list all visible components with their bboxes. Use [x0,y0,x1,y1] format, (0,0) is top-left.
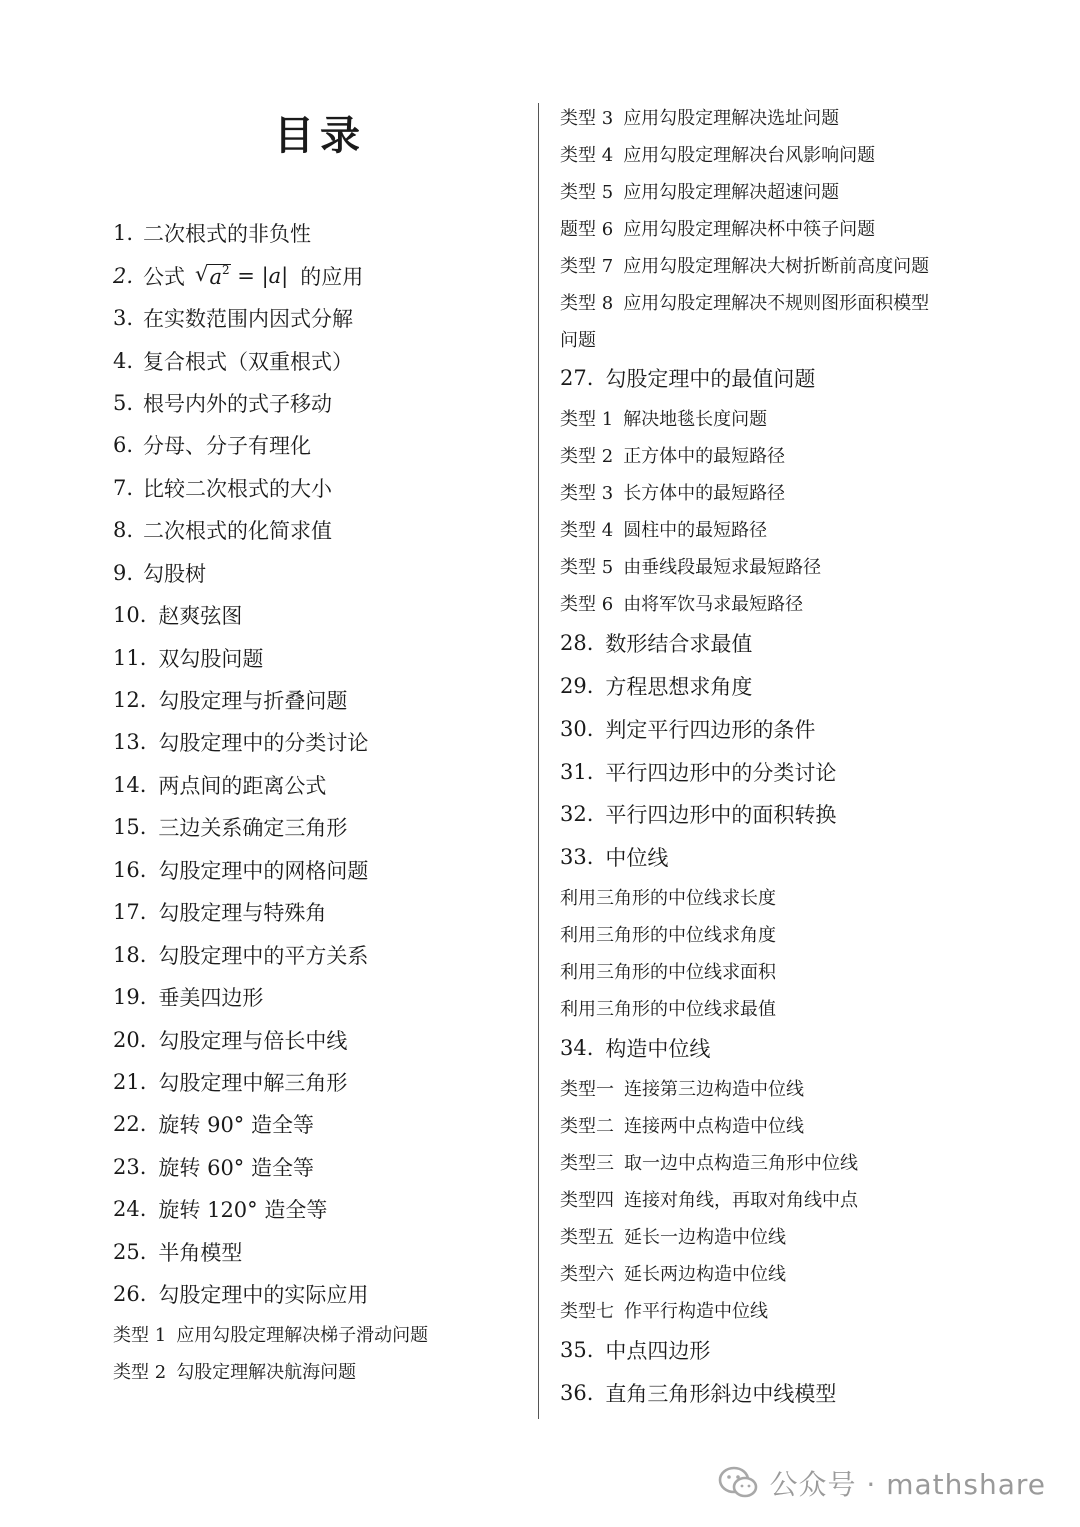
entry-number: 12. [113,688,147,713]
entry-text: 勾股定理中的网格问题 [158,858,369,883]
entry-number: 题型 6 [560,218,614,240]
toc-entry [560,707,1000,750]
entry-text: 长方体中的最短路径 [623,483,786,505]
entry-number: 10. [113,603,147,628]
toc-entry [113,297,533,339]
entry-text: 双勾股问题 [158,646,264,671]
entry-number: 25. [113,1239,147,1264]
toc-subentry [560,98,1000,135]
entry-number: 36. [560,1380,594,1405]
entry-number: 34. [560,1035,594,1060]
entry-text: 数形结合求最值 [605,632,753,657]
entry-text: 旋转 90° 造全等 [158,1113,314,1138]
entry-text: 垂美四边形 [158,986,264,1011]
entry-number: 18. [113,942,147,967]
toc-entry [113,254,533,296]
toc-entry [113,679,533,721]
entry-number: 22. [113,1112,147,1137]
entry-text: 旋转 60° 造全等 [158,1155,314,1180]
toc-entry [560,622,1000,665]
entry-text-suffix: 的应用 [300,264,364,289]
entry-text: 由垂线段最短求最短路径 [623,557,822,579]
entry-text: 勾股定理与倍长中线 [158,1028,348,1053]
toc-subentry [113,1352,533,1389]
entry-text: 二次根式的化简求值 [143,519,333,544]
entry-number: 15. [113,815,147,840]
toc-subentry [560,283,1000,320]
toc-entry [113,806,533,848]
entry-number: 类型一 [560,1078,614,1100]
toc-entry [560,665,1000,708]
toc-entry [113,1231,533,1273]
entry-number: 11. [113,645,147,670]
entry-number: 1. [113,221,134,246]
entry-text: 勾股定理中的最值问题 [605,367,816,392]
toc-subentry [560,246,1000,283]
entry-text: 平行四边形中的面积转换 [605,803,837,828]
entry-number: 27. [560,366,594,391]
toc-entry [113,382,533,424]
entry-text: 在实数范围内因式分解 [143,307,354,332]
toc-subentry [560,548,1000,585]
page-title: 目录 [274,113,366,159]
watermark-text: 公众号 · mathshare [769,1468,1046,1501]
toc-entry [560,1371,1000,1414]
toc-entry [113,424,533,466]
entry-text: 问题 [560,329,596,351]
entry-text: 根号内外的式子移动 [143,391,333,416]
radicand [208,264,230,289]
entry-text: 直角三角形斜边中线模型 [605,1381,837,1406]
entry-number: 24. [113,1197,147,1222]
entry-number: 类型 4 [560,144,614,166]
entry-number: 3. [113,306,134,331]
toc-subentry [560,1143,1000,1180]
entry-number: 5. [113,390,134,415]
entry-number: 类型六 [560,1263,614,1285]
entry-text: 连接两中点构造中位线 [624,1115,804,1137]
watermark [718,1463,1046,1503]
toc-entry [113,467,533,509]
toc-entry [560,750,1000,793]
toc-entry [113,594,533,636]
wechat-icon [718,1465,760,1501]
entry-text: 三边关系确定三角形 [158,816,348,841]
radicand-exponent: 2 [221,263,230,278]
entry-number: 30. [560,716,594,741]
entry-number: 4. [113,348,134,373]
toc-subentry [560,209,1000,246]
toc-entry [113,1273,533,1315]
toc-entry [113,636,533,678]
toc-subentry [560,1180,1000,1217]
entry-text: 旋转 120° 造全等 [158,1198,328,1223]
entry-number: 17. [113,900,147,925]
toc-entry [113,1018,533,1060]
entry-text: 应用勾股定理解决大树折断前高度问题 [623,255,930,277]
sqrt-expression [195,262,231,289]
toc-subentry [560,990,1000,1027]
entry-text: 半角模型 [158,1240,243,1265]
toc-entry [113,1146,533,1188]
toc-entry [113,849,533,891]
entry-text: 两点间的距离公式 [158,773,327,798]
entry-number: 类型七 [560,1300,614,1322]
toc-subentry [560,585,1000,622]
entry-text: 利用三角形的中位线求面积 [560,962,776,984]
entry-number: 类型四 [560,1189,614,1211]
toc-entry [560,1027,1000,1070]
toc-subentry [560,953,1000,990]
entry-number: 类型 3 [560,483,614,505]
entry-text: 利用三角形的中位线求最值 [560,999,776,1021]
toc-subentry [560,172,1000,209]
entry-number: 33. [560,845,594,870]
toc-entry [113,212,533,254]
entry-number: 31. [560,759,594,784]
toc-entry [113,764,533,806]
entry-number: 类型 7 [560,255,614,277]
entry-number: 类型 4 [560,520,614,542]
toc-entry [113,721,533,763]
entry-text: 解决地毯长度问题 [623,409,768,431]
entry-number: 类型 3 [560,107,614,129]
entry-text: 勾股定理中的平方关系 [158,943,369,968]
entry-number: 类型 1 [113,1324,167,1346]
entry-text: 利用三角形的中位线求角度 [560,925,776,947]
entry-number: 类型 2 [113,1361,167,1383]
equals-sign: = [230,263,262,288]
entry-number: 29. [560,673,594,698]
entry-number: 类型 2 [560,446,614,468]
entry-number: 类型五 [560,1226,614,1248]
toc-subentry [560,1217,1000,1254]
entry-number: 类型二 [560,1115,614,1137]
entry-number: 16. [113,857,147,882]
entry-number: 类型三 [560,1152,614,1174]
entry-number: 类型 6 [560,594,614,616]
formula-rhs: |a| [261,263,289,288]
toc-entry [113,339,533,381]
toc-subentry [560,511,1000,548]
entry-number: 13. [113,730,147,755]
toc-subentry [560,1106,1000,1143]
entry-text: 连接对角线，再取对角线中点 [624,1189,858,1211]
entry-text: 勾股树 [143,561,207,586]
entry-text: 赵爽弦图 [158,604,243,629]
entry-text: 作平行构造中位线 [624,1300,768,1322]
toc-subentry [560,437,1000,474]
entry-text: 勾股定理与特殊角 [158,901,327,926]
entry-number: 21. [113,1069,147,1094]
toc-subentry [560,916,1000,953]
entry-number: 26. [113,1282,147,1307]
entry-text: 勾股定理中解三角形 [158,1070,348,1095]
radical-sign: √ [195,262,209,287]
entry-text: 应用勾股定理解决超速问题 [623,181,840,203]
entry-text: 二次根式的非负性 [143,222,312,247]
entry-number: 32. [560,802,594,827]
entry-text: 勾股定理解决航海问题 [176,1361,357,1383]
toc-entry [113,1061,533,1103]
entry-number: 8. [113,518,134,543]
entry-text-prefix: 公式 [143,264,186,289]
entry-number: 7. [113,475,134,500]
entry-text: 平行四边形中的分类讨论 [605,760,837,785]
entry-number: 20. [113,1027,147,1052]
entry-number: 类型 1 [560,409,614,431]
toc-subentry [113,1315,533,1352]
entry-text: 方程思想求角度 [605,674,753,699]
entry-text: 比较二次根式的大小 [143,476,333,501]
toc-subentry [560,135,1000,172]
entry-text: 中点四边形 [605,1338,711,1363]
entry-text: 延长两边构造中位线 [624,1263,786,1285]
toc-entry [113,552,533,594]
toc-subentry [560,1069,1000,1106]
entry-text: 勾股定理中的分类讨论 [158,731,369,756]
toc-subentry [560,1291,1000,1328]
entry-number: 6. [113,433,134,458]
entry-text: 勾股定理中的实际应用 [158,1283,369,1308]
column-divider [538,103,539,1419]
toc-right-column [560,98,1000,1414]
toc-subentry [560,474,1000,511]
entry-number: 类型 5 [560,181,614,203]
toc-entry [560,836,1000,879]
toc-entry [560,793,1000,836]
entry-text: 应用勾股定理解决台风影响问题 [623,144,876,166]
formula [195,262,288,289]
entry-number: 9. [113,560,134,585]
toc-entry [113,1103,533,1145]
entry-text: 圆柱中的最短路径 [623,520,768,542]
entry-text: 利用三角形的中位线求长度 [560,888,776,910]
entry-number: 14. [113,772,147,797]
toc-subentry [560,320,1000,357]
entry-text: 分母、分子有理化 [143,434,312,459]
toc-entry [560,357,1000,400]
entry-text: 应用勾股定理解决梯子滑动问题 [176,1324,429,1346]
entry-text: 勾股定理与折叠问题 [158,689,348,714]
entry-number: 2. [113,263,134,288]
toc-subentry [560,400,1000,437]
entry-text: 中位线 [605,846,669,871]
toc-entry [560,1328,1000,1371]
entry-text: 构造中位线 [605,1036,711,1061]
toc-entry [113,891,533,933]
entry-number: 类型 8 [560,292,614,314]
toc-entry [113,933,533,975]
entry-text: 取一边中点构造三角形中位线 [624,1152,858,1174]
entry-text: 复合根式（双重根式） [143,349,354,374]
toc-left-column [113,212,533,1389]
toc-entry [113,509,533,551]
toc-entry [113,976,533,1018]
entry-number: 23. [113,1154,147,1179]
entry-text: 应用勾股定理解决选址问题 [623,107,840,129]
entry-number: 35. [560,1337,594,1362]
entry-number: 类型 5 [560,557,614,579]
entry-text: 应用勾股定理解决不规则图形面积模型 [623,292,930,314]
entry-text: 延长一边构造中位线 [624,1226,786,1248]
toc-subentry [560,879,1000,916]
entry-text: 判定平行四边形的条件 [605,717,816,742]
toc-subentry [560,1254,1000,1291]
entry-number: 19. [113,985,147,1010]
radicand-base: a [209,265,222,290]
toc-entry [113,1188,533,1230]
entry-text: 连接第三边构造中位线 [624,1078,804,1100]
entry-text: 由将军饮马求最短路径 [623,594,804,616]
entry-number: 28. [560,631,594,656]
entry-text: 正方体中的最短路径 [623,446,786,468]
entry-text: 应用勾股定理解决杯中筷子问题 [623,218,876,240]
